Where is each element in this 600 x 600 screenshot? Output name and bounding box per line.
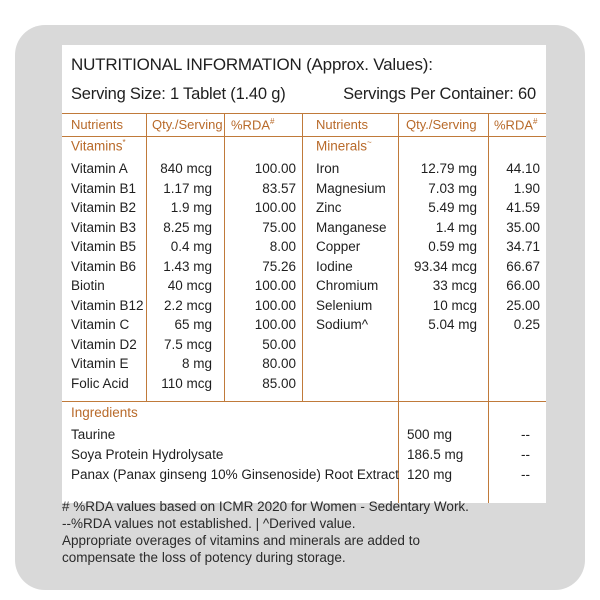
table-row <box>316 296 540 316</box>
nutrient-name: Vitamin B3 <box>71 219 137 235</box>
nutrient-qty: 65 mg <box>174 317 212 332</box>
nutrient-qty: 1.9 mg <box>170 200 212 215</box>
nutrient-qty: 8.25 mg <box>163 219 212 235</box>
nutrient-rda: 100.00 <box>254 161 296 176</box>
table-row <box>316 218 540 238</box>
nutrient-name: Manganese <box>316 219 387 235</box>
nutrient-rda: 66.00 <box>506 278 540 293</box>
header-nutrients-right: Nutrients <box>316 117 369 132</box>
nutrient-qty: 2.2 mcg <box>163 297 212 313</box>
footnote-overages-1: Appropriate overages of vitamins and minerals are added to <box>62 533 420 548</box>
table-row <box>71 335 296 355</box>
nutrient-rda: 44.10 <box>506 161 540 176</box>
table-row <box>71 276 296 296</box>
table-row <box>316 315 540 335</box>
nutrient-qty: 33 mcg <box>432 278 477 293</box>
nutrient-name: Copper <box>316 239 361 254</box>
header-qty-right: Qty./Serving <box>406 117 477 132</box>
nutrient-qty: 5.04 mg <box>428 317 477 332</box>
footnote-overages-2: compensate the loss of potency during storage. <box>62 550 346 565</box>
nutrient-qty: 0.59 mg <box>428 239 477 254</box>
nutrient-name: Vitamin B2 <box>71 200 137 215</box>
nutrient-qty: 7.03 mg <box>428 180 477 196</box>
nutrient-name: Vitamin E <box>71 356 129 371</box>
minerals-heading: Minerals~ <box>316 138 372 154</box>
table-row <box>71 315 296 335</box>
serving-size: Serving Size: 1 Tablet (1.40 g) <box>71 85 286 103</box>
nutrient-name: Vitamin C <box>71 317 130 332</box>
ingredients-heading: Ingredients <box>71 405 138 420</box>
table-row <box>71 296 296 316</box>
ingredient-qty: 186.5 mg <box>407 447 464 462</box>
ingredient-qty: 500 mg <box>407 427 453 442</box>
ingredient-name: Panax (Panax ginseng 10% Ginsenoside) Root Extract <box>71 467 399 482</box>
footnote-not-established: --%RDA values not established. | ^Derived value. <box>62 516 356 531</box>
nutrient-rda: 50.00 <box>262 336 296 352</box>
ingredient-qty: 120 mg <box>407 467 453 482</box>
nutrient-rda: 0.25 <box>513 317 540 332</box>
table-row <box>71 237 296 257</box>
servings-per-container: Servings Per Container: 60 <box>343 85 536 103</box>
nutrient-rda: 34.71 <box>506 239 540 254</box>
nutrient-name: Sodium^ <box>316 317 369 332</box>
nutrient-rda: 8.00 <box>269 239 296 254</box>
label-card <box>15 25 585 590</box>
nutrient-name: Vitamin D2 <box>71 336 137 352</box>
vitamins-heading: Vitamins* <box>71 138 126 154</box>
header-rda-right: %RDA# <box>494 117 538 133</box>
nutrient-name: Chromium <box>316 278 379 293</box>
nutrient-name: Zinc <box>316 200 342 215</box>
nutrient-qty: 1.4 mg <box>435 219 477 235</box>
table-row <box>71 218 296 238</box>
nutrient-qty: 8 mg <box>181 356 212 371</box>
panel-title: NUTRITIONAL INFORMATION (Approx. Values): <box>71 55 433 74</box>
nutrient-rda: 100.00 <box>254 278 296 293</box>
footnotes <box>62 498 469 566</box>
nutrient-rda: 85.00 <box>262 375 296 391</box>
table-row <box>316 257 540 277</box>
nutrient-name: Biotin <box>71 278 105 293</box>
nutrient-rda: 41.59 <box>506 200 540 215</box>
table-row <box>71 354 296 374</box>
ingredient-rda: -- <box>521 447 530 462</box>
vitamins-list <box>71 159 296 393</box>
header-nutrients-left: Nutrients <box>71 117 124 132</box>
ingredient-row <box>71 465 541 485</box>
nutrient-qty: 10 mcg <box>432 297 477 313</box>
rule-header-bottom <box>62 136 546 137</box>
nutrient-qty: 840 mcg <box>160 161 212 176</box>
nutrient-name: Vitamin A <box>71 161 128 176</box>
table-row <box>71 374 296 394</box>
ingredient-row <box>71 425 541 445</box>
ingredient-rda: -- <box>521 467 530 482</box>
nutrient-rda: 66.67 <box>506 258 540 274</box>
nutrient-name: Folic Acid <box>71 375 129 391</box>
nutrient-rda: 75.26 <box>262 258 296 274</box>
table-row <box>71 257 296 277</box>
nutrient-rda: 25.00 <box>506 297 540 313</box>
nutrient-name: Vitamin B12 <box>71 297 144 313</box>
ingredient-name: Taurine <box>71 427 116 442</box>
nutrient-rda: 35.00 <box>506 219 540 235</box>
nutrient-qty: 7.5 mcg <box>163 336 212 352</box>
nutrient-name: Iodine <box>316 258 353 274</box>
table-row <box>316 276 540 296</box>
ingredients-list <box>71 425 541 485</box>
nutrient-rda: 100.00 <box>254 317 296 332</box>
nutrient-rda: 83.57 <box>262 180 296 196</box>
footnote-rda: # %RDA values based on ICMR 2020 for Women - Sedentary Work. <box>62 499 469 514</box>
table-row <box>71 198 296 218</box>
table-row <box>316 198 540 218</box>
nutrient-qty: 12.79 mg <box>420 161 477 176</box>
nutrient-name: Vitamin B1 <box>71 180 137 196</box>
nutrient-rda: 1.90 <box>513 180 540 196</box>
ingredient-row <box>71 445 541 465</box>
header-rda-left: %RDA# <box>231 117 275 133</box>
table-row <box>316 237 540 257</box>
nutrient-qty: 1.17 mg <box>163 180 212 196</box>
nutrient-qty: 1.43 mg <box>163 258 212 274</box>
nutrient-rda: 100.00 <box>254 200 296 215</box>
ingredient-name: Soya Protein Hydrolysate <box>71 447 224 462</box>
rule-top <box>62 113 546 114</box>
header-qty-left: Qty./Serving <box>152 117 223 132</box>
nutrient-qty: 40 mcg <box>167 278 212 293</box>
minerals-list <box>316 159 540 335</box>
nutrient-qty: 5.49 mg <box>428 200 477 215</box>
nutrient-name: Magnesium <box>316 180 386 196</box>
nutrient-rda: 100.00 <box>254 297 296 313</box>
nutrient-qty: 110 mcg <box>161 375 212 391</box>
nutrient-name: Vitamin B6 <box>71 258 137 274</box>
col-divider-3 <box>302 113 303 401</box>
table-row <box>71 179 296 199</box>
ingredient-rda: -- <box>521 427 530 442</box>
table-row <box>316 179 540 199</box>
nutrient-name: Selenium <box>316 297 373 313</box>
nutrient-rda: 80.00 <box>262 356 296 371</box>
nutrient-name: Iron <box>316 161 340 176</box>
nutrient-qty: 93.34 mcg <box>413 258 477 274</box>
table-row <box>316 159 540 179</box>
rule-ingredients-top <box>62 401 546 402</box>
table-row <box>71 159 296 179</box>
nutrient-qty: 0.4 mg <box>170 239 212 254</box>
nutrition-panel <box>62 45 546 503</box>
nutrient-name: Vitamin B5 <box>71 239 137 254</box>
nutrient-rda: 75.00 <box>262 219 296 235</box>
